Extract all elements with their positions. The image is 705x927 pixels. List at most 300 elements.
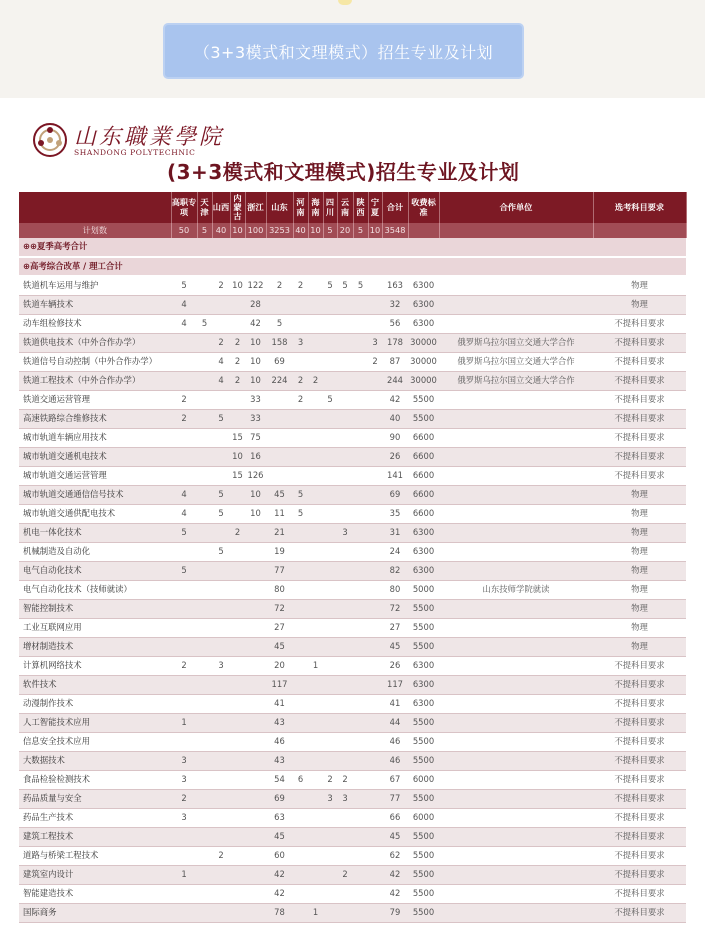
region-cell bbox=[293, 827, 308, 846]
region-cell: 2 bbox=[171, 390, 197, 409]
region-cell bbox=[368, 903, 382, 922]
region-cell: 28 bbox=[245, 295, 266, 314]
region-cell bbox=[230, 789, 245, 808]
region-cell bbox=[308, 580, 323, 599]
plan-count-cell: 10 bbox=[308, 223, 323, 238]
region-cell bbox=[368, 409, 382, 428]
region-cell: 126 bbox=[245, 466, 266, 485]
region-cell bbox=[353, 599, 368, 618]
region-cell bbox=[197, 884, 212, 903]
region-cell bbox=[368, 447, 382, 466]
region-cell bbox=[197, 352, 212, 371]
partner-cell bbox=[439, 713, 593, 732]
table-row bbox=[19, 865, 686, 884]
region-cell bbox=[293, 751, 308, 770]
major-name: 药品质量与安全 bbox=[19, 789, 171, 808]
region-cell bbox=[266, 390, 293, 409]
region-cell bbox=[368, 542, 382, 561]
region-cell bbox=[337, 675, 353, 694]
region-cell bbox=[171, 466, 197, 485]
region-cell bbox=[197, 485, 212, 504]
table-row bbox=[19, 846, 686, 865]
region-cell bbox=[308, 523, 323, 542]
region-cell bbox=[293, 352, 308, 371]
partner-cell bbox=[439, 447, 593, 466]
region-cell bbox=[230, 732, 245, 751]
total-cell: 141 bbox=[382, 466, 408, 485]
region-cell: 63 bbox=[266, 808, 293, 827]
region-cell bbox=[212, 808, 230, 827]
region-cell: 15 bbox=[230, 466, 245, 485]
major-name: 建筑室内设计 bbox=[19, 865, 171, 884]
region-cell bbox=[353, 865, 368, 884]
region-cell: 2 bbox=[337, 865, 353, 884]
partner-cell bbox=[439, 542, 593, 561]
fee-cell: 5500 bbox=[408, 827, 439, 846]
document-title: (3+3模式和文理模式)招生专业及计划 bbox=[167, 160, 520, 184]
region-cell bbox=[353, 295, 368, 314]
subject-cell: 物理 bbox=[593, 295, 686, 314]
region-cell bbox=[337, 732, 353, 751]
table-row bbox=[19, 485, 686, 504]
region-cell: 10 bbox=[245, 504, 266, 523]
region-cell bbox=[212, 713, 230, 732]
region-cell bbox=[353, 390, 368, 409]
region-cell bbox=[293, 713, 308, 732]
region-cell bbox=[323, 352, 337, 371]
region-cell bbox=[197, 428, 212, 447]
region-cell bbox=[293, 884, 308, 903]
region-cell: 3 bbox=[368, 333, 382, 352]
region-cell: 5 bbox=[353, 276, 368, 295]
plan-count-label: 计划数 bbox=[19, 223, 171, 238]
region-cell bbox=[197, 447, 212, 466]
region-cell bbox=[337, 713, 353, 732]
partner-cell: 山东技师学院就读 bbox=[439, 580, 593, 599]
region-cell bbox=[353, 675, 368, 694]
subject-cell: 物理 bbox=[593, 485, 686, 504]
partner-cell bbox=[439, 504, 593, 523]
subject-cell: 物理 bbox=[593, 504, 686, 523]
region-cell: 158 bbox=[266, 333, 293, 352]
total-cell: 31 bbox=[382, 523, 408, 542]
subject-cell: 不提科目要求 bbox=[593, 732, 686, 751]
fee-cell: 30000 bbox=[408, 371, 439, 390]
table-row bbox=[19, 371, 686, 390]
region-cell bbox=[308, 637, 323, 656]
region-cell bbox=[293, 428, 308, 447]
region-cell bbox=[171, 694, 197, 713]
partner-cell bbox=[439, 314, 593, 333]
region-cell bbox=[323, 903, 337, 922]
subject-cell: 不提科目要求 bbox=[593, 884, 686, 903]
region-cell: 5 bbox=[171, 561, 197, 580]
subject-cell: 物理 bbox=[593, 599, 686, 618]
total-cell: 163 bbox=[382, 276, 408, 295]
header-fee: 收费标准 bbox=[408, 192, 439, 223]
table-row bbox=[19, 409, 686, 428]
partner-cell bbox=[439, 523, 593, 542]
total-cell: 44 bbox=[382, 713, 408, 732]
region-cell bbox=[212, 523, 230, 542]
major-name: 铁道信号自动控制（中外合作办学） bbox=[19, 352, 171, 371]
region-cell bbox=[197, 789, 212, 808]
region-cell bbox=[308, 333, 323, 352]
major-name: 城市轨道交通机电技术 bbox=[19, 447, 171, 466]
region-cell bbox=[230, 808, 245, 827]
region-cell bbox=[353, 314, 368, 333]
total-cell: 27 bbox=[382, 618, 408, 637]
region-cell bbox=[245, 789, 266, 808]
fee-cell: 6300 bbox=[408, 523, 439, 542]
region-cell bbox=[293, 542, 308, 561]
region-cell bbox=[323, 808, 337, 827]
fee-cell: 5500 bbox=[408, 789, 439, 808]
region-cell bbox=[197, 409, 212, 428]
region-cell bbox=[230, 656, 245, 675]
region-cell bbox=[197, 732, 212, 751]
region-cell: 45 bbox=[266, 485, 293, 504]
region-cell bbox=[197, 751, 212, 770]
region-cell: 20 bbox=[266, 656, 293, 675]
region-cell bbox=[353, 637, 368, 656]
region-cell bbox=[230, 542, 245, 561]
region-cell bbox=[245, 770, 266, 789]
table-row bbox=[19, 504, 686, 523]
region-cell: 72 bbox=[266, 599, 293, 618]
region-cell: 5 bbox=[293, 485, 308, 504]
region-cell bbox=[266, 447, 293, 466]
subject-cell: 物理 bbox=[593, 523, 686, 542]
region-cell bbox=[308, 409, 323, 428]
region-cell bbox=[353, 808, 368, 827]
region-cell bbox=[230, 694, 245, 713]
region-cell: 78 bbox=[266, 903, 293, 922]
partner-cell bbox=[439, 485, 593, 504]
region-cell: 5 bbox=[293, 504, 308, 523]
region-cell bbox=[171, 637, 197, 656]
major-name: 动车组检修技术 bbox=[19, 314, 171, 333]
region-cell bbox=[368, 580, 382, 599]
region-cell bbox=[230, 827, 245, 846]
region-cell bbox=[197, 865, 212, 884]
region-cell: 5 bbox=[212, 409, 230, 428]
region-cell bbox=[230, 637, 245, 656]
subject-cell: 不提科目要求 bbox=[593, 846, 686, 865]
region-cell bbox=[230, 390, 245, 409]
header-row bbox=[19, 192, 686, 223]
partner-cell bbox=[439, 390, 593, 409]
region-cell bbox=[245, 561, 266, 580]
partner-cell bbox=[439, 675, 593, 694]
region-cell bbox=[197, 580, 212, 599]
region-cell bbox=[308, 865, 323, 884]
partner-cell bbox=[439, 732, 593, 751]
region-cell bbox=[323, 675, 337, 694]
subject-cell: 物理 bbox=[593, 618, 686, 637]
plan-count-cell: 10 bbox=[368, 223, 382, 238]
partner-cell bbox=[439, 903, 593, 922]
region-cell bbox=[230, 485, 245, 504]
region-cell bbox=[197, 561, 212, 580]
fee-cell: 6600 bbox=[408, 428, 439, 447]
table-row bbox=[19, 390, 686, 409]
subject-cell: 物理 bbox=[593, 637, 686, 656]
region-cell bbox=[337, 466, 353, 485]
subject-cell: 不提科目要求 bbox=[593, 409, 686, 428]
region-cell: 10 bbox=[245, 352, 266, 371]
region-cell bbox=[245, 827, 266, 846]
region-cell bbox=[171, 827, 197, 846]
region-cell bbox=[212, 447, 230, 466]
region-cell: 5 bbox=[197, 314, 212, 333]
major-name: 铁道工程技术（中外合作办学） bbox=[19, 371, 171, 390]
total-cell: 79 bbox=[382, 903, 408, 922]
table-row bbox=[19, 903, 686, 922]
total-cell: 69 bbox=[382, 485, 408, 504]
region-cell: 2 bbox=[368, 352, 382, 371]
region-cell: 33 bbox=[245, 409, 266, 428]
region-cell bbox=[353, 827, 368, 846]
region-cell bbox=[293, 675, 308, 694]
table-row bbox=[19, 599, 686, 618]
region-cell bbox=[171, 333, 197, 352]
region-cell: 2 bbox=[212, 276, 230, 295]
table-row bbox=[19, 694, 686, 713]
region-cell bbox=[308, 770, 323, 789]
region-cell bbox=[293, 637, 308, 656]
plan-count-cell: 50 bbox=[171, 223, 197, 238]
total-cell: 90 bbox=[382, 428, 408, 447]
subject-cell: 不提科目要求 bbox=[593, 333, 686, 352]
region-cell bbox=[323, 428, 337, 447]
region-cell bbox=[293, 618, 308, 637]
fee-cell: 6300 bbox=[408, 561, 439, 580]
major-name: 药品生产技术 bbox=[19, 808, 171, 827]
region-cell: 42 bbox=[266, 865, 293, 884]
group-label: ⊕⊕夏季高考合计 bbox=[19, 238, 686, 257]
region-cell bbox=[308, 789, 323, 808]
fee-cell: 5500 bbox=[408, 390, 439, 409]
partner-cell bbox=[439, 827, 593, 846]
region-cell bbox=[353, 903, 368, 922]
region-cell: 5 bbox=[212, 542, 230, 561]
fee-cell: 6300 bbox=[408, 694, 439, 713]
region-cell bbox=[353, 713, 368, 732]
region-cell bbox=[308, 732, 323, 751]
fee-cell: 6300 bbox=[408, 314, 439, 333]
region-cell bbox=[245, 694, 266, 713]
fee-cell: 6300 bbox=[408, 675, 439, 694]
region-cell: 5 bbox=[323, 276, 337, 295]
region-cell bbox=[171, 903, 197, 922]
region-cell: 42 bbox=[266, 884, 293, 903]
subject-cell: 不提科目要求 bbox=[593, 827, 686, 846]
subject-cell: 物理 bbox=[593, 561, 686, 580]
region-cell bbox=[266, 466, 293, 485]
plan-count-cell: 100 bbox=[245, 223, 266, 238]
region-cell bbox=[323, 846, 337, 865]
header-region: 浙江 bbox=[245, 192, 266, 223]
region-cell bbox=[308, 276, 323, 295]
region-cell bbox=[323, 656, 337, 675]
region-cell bbox=[212, 390, 230, 409]
region-cell: 3 bbox=[212, 656, 230, 675]
region-cell: 2 bbox=[171, 409, 197, 428]
region-cell bbox=[368, 371, 382, 390]
partner-cell bbox=[439, 618, 593, 637]
region-cell: 2 bbox=[308, 371, 323, 390]
region-cell bbox=[197, 675, 212, 694]
region-cell bbox=[308, 295, 323, 314]
region-cell bbox=[245, 846, 266, 865]
region-cell bbox=[323, 884, 337, 903]
plan-count-cell: 10 bbox=[230, 223, 245, 238]
fee-cell: 6600 bbox=[408, 485, 439, 504]
region-cell bbox=[323, 637, 337, 656]
total-cell: 77 bbox=[382, 789, 408, 808]
region-cell bbox=[337, 827, 353, 846]
header-region: 高职专项 bbox=[171, 192, 197, 223]
region-cell bbox=[197, 542, 212, 561]
region-cell bbox=[293, 561, 308, 580]
region-cell: 2 bbox=[266, 276, 293, 295]
region-cell bbox=[368, 637, 382, 656]
region-cell: 75 bbox=[245, 428, 266, 447]
plan-count-total: 3548 bbox=[382, 223, 408, 238]
plan-count-row bbox=[19, 223, 686, 238]
subject-cell: 不提科目要求 bbox=[593, 865, 686, 884]
table-row bbox=[19, 447, 686, 466]
region-cell bbox=[337, 542, 353, 561]
fee-cell: 5500 bbox=[408, 409, 439, 428]
total-cell: 67 bbox=[382, 770, 408, 789]
table-row bbox=[19, 580, 686, 599]
partner-cell bbox=[439, 694, 593, 713]
region-cell bbox=[245, 732, 266, 751]
major-name: 机械制造及自动化 bbox=[19, 542, 171, 561]
region-cell bbox=[323, 295, 337, 314]
region-cell bbox=[197, 770, 212, 789]
total-cell: 87 bbox=[382, 352, 408, 371]
region-cell bbox=[353, 732, 368, 751]
region-cell bbox=[368, 770, 382, 789]
region-cell bbox=[230, 295, 245, 314]
region-cell bbox=[323, 504, 337, 523]
fee-cell: 5500 bbox=[408, 884, 439, 903]
total-cell: 66 bbox=[382, 808, 408, 827]
table-row bbox=[19, 428, 686, 447]
fee-cell: 6300 bbox=[408, 276, 439, 295]
table-row bbox=[19, 561, 686, 580]
partner-cell bbox=[439, 865, 593, 884]
header-region: 山西 bbox=[212, 192, 230, 223]
title-banner bbox=[165, 25, 522, 77]
region-cell bbox=[337, 333, 353, 352]
header-region: 河南 bbox=[293, 192, 308, 223]
region-cell bbox=[197, 466, 212, 485]
region-cell bbox=[308, 827, 323, 846]
table-row bbox=[19, 751, 686, 770]
header-subject: 选考科目要求 bbox=[593, 192, 686, 223]
region-cell: 2 bbox=[212, 333, 230, 352]
major-name: 城市轨道交通供配电技术 bbox=[19, 504, 171, 523]
subject-cell: 不提科目要求 bbox=[593, 656, 686, 675]
region-cell bbox=[230, 865, 245, 884]
region-cell: 1 bbox=[308, 656, 323, 675]
region-cell bbox=[308, 314, 323, 333]
subject-cell: 不提科目要求 bbox=[593, 713, 686, 732]
region-cell: 11 bbox=[266, 504, 293, 523]
region-cell bbox=[171, 846, 197, 865]
region-cell bbox=[212, 770, 230, 789]
region-cell bbox=[353, 656, 368, 675]
region-cell: 2 bbox=[171, 656, 197, 675]
region-cell bbox=[337, 903, 353, 922]
region-cell bbox=[353, 371, 368, 390]
plan-count-cell: 5 bbox=[323, 223, 337, 238]
total-cell: 45 bbox=[382, 827, 408, 846]
region-cell bbox=[323, 599, 337, 618]
banner-title: （3+3模式和文理模式）招生专业及计划 bbox=[193, 42, 494, 62]
region-cell: 46 bbox=[266, 732, 293, 751]
region-cell bbox=[308, 428, 323, 447]
region-cell: 1 bbox=[308, 903, 323, 922]
fee-cell: 6600 bbox=[408, 466, 439, 485]
total-cell: 26 bbox=[382, 447, 408, 466]
region-cell bbox=[337, 561, 353, 580]
total-cell: 46 bbox=[382, 751, 408, 770]
fee-cell: 30000 bbox=[408, 352, 439, 371]
region-cell bbox=[293, 314, 308, 333]
region-cell bbox=[368, 485, 382, 504]
region-cell bbox=[323, 542, 337, 561]
major-name: 铁道车辆技术 bbox=[19, 295, 171, 314]
region-cell bbox=[308, 808, 323, 827]
region-cell bbox=[212, 751, 230, 770]
region-cell bbox=[308, 504, 323, 523]
region-cell: 27 bbox=[266, 618, 293, 637]
region-cell bbox=[323, 447, 337, 466]
plan-count-cell: 5 bbox=[353, 223, 368, 238]
subject-cell: 不提科目要求 bbox=[593, 447, 686, 466]
region-cell bbox=[368, 523, 382, 542]
region-cell bbox=[293, 808, 308, 827]
region-cell: 45 bbox=[266, 637, 293, 656]
region-cell bbox=[368, 865, 382, 884]
region-cell: 45 bbox=[266, 827, 293, 846]
region-cell: 3 bbox=[171, 770, 197, 789]
region-cell bbox=[337, 618, 353, 637]
region-cell bbox=[337, 428, 353, 447]
partner-cell bbox=[439, 656, 593, 675]
region-cell bbox=[293, 409, 308, 428]
table-row bbox=[19, 466, 686, 485]
region-cell bbox=[368, 618, 382, 637]
subject-cell: 不提科目要求 bbox=[593, 352, 686, 371]
region-cell bbox=[323, 618, 337, 637]
region-cell bbox=[230, 770, 245, 789]
region-cell bbox=[171, 371, 197, 390]
region-cell: 5 bbox=[337, 276, 353, 295]
subject-cell: 不提科目要求 bbox=[593, 770, 686, 789]
fee-cell: 5500 bbox=[408, 713, 439, 732]
region-cell bbox=[245, 713, 266, 732]
region-cell bbox=[368, 276, 382, 295]
partner-cell bbox=[439, 295, 593, 314]
fee-cell: 5500 bbox=[408, 751, 439, 770]
region-cell bbox=[308, 447, 323, 466]
